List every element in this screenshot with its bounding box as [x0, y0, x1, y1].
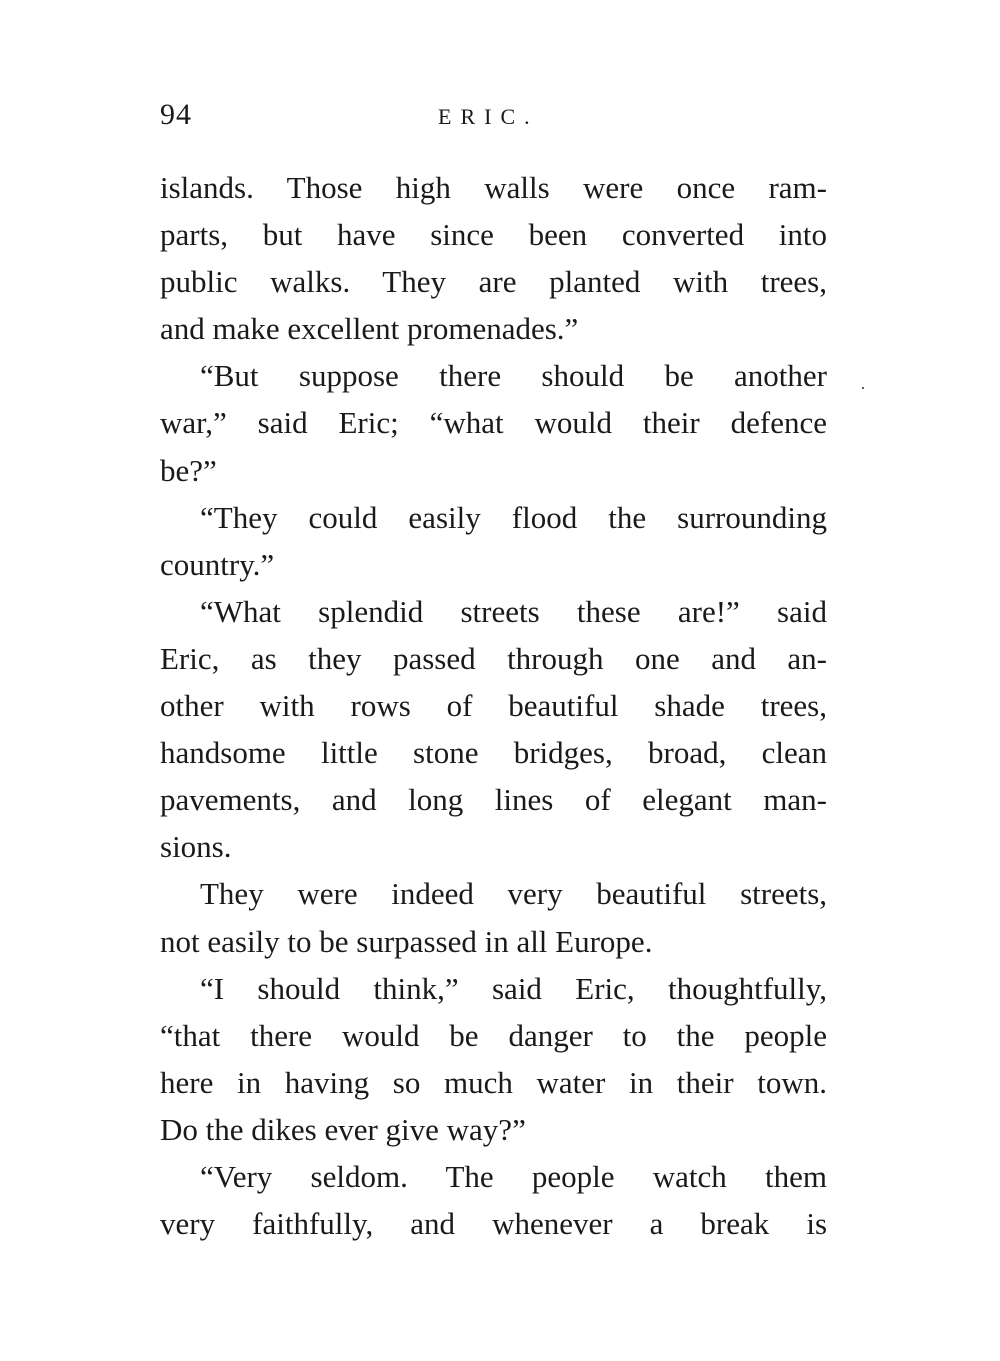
- text-line: handsome little stone bridges, broad, clean: [160, 735, 827, 771]
- text-line: here in having so much water in their town.: [160, 1064, 827, 1100]
- text-line: islands. Those high walls were once ram-: [160, 170, 827, 205]
- text-line: “I should think,” said Eric, thoughtfully,: [200, 970, 827, 1006]
- body-text: [160, 164, 827, 1247]
- text-line: “But suppose there should be another: [200, 358, 827, 394]
- text-line: country.”: [160, 546, 275, 582]
- text-line: Eric, as they passed through one and an-: [160, 640, 827, 676]
- text-line: “They could easily flood the surrounding: [200, 499, 827, 535]
- text-line: very faithfully, and whenever a break is: [160, 1206, 828, 1242]
- text-line: be?”: [160, 452, 217, 488]
- running-title: ERIC.: [438, 104, 539, 129]
- text-line: parts, but have since been converted into: [160, 217, 827, 253]
- text-line: sions.: [160, 829, 232, 865]
- text-line: public walks. They are planted with trees,: [160, 264, 828, 300]
- text-line: war,” said Eric; “what would their defence: [160, 405, 828, 441]
- page-number: 94: [160, 98, 192, 131]
- stray-mark: ·: [860, 378, 866, 398]
- running-head: [160, 98, 830, 138]
- text-line: not easily to be surpassed in all Europe.: [160, 923, 653, 959]
- text-line: Do the dikes ever give way?”: [160, 1111, 526, 1147]
- text-line: They were indeed very beautiful streets,: [200, 876, 828, 912]
- text-line: “Very seldom. The people watch them: [200, 1158, 828, 1194]
- text-line: and make excellent promenades.”: [160, 311, 579, 347]
- text-line: pavements, and long lines of elegant man-: [160, 782, 828, 818]
- text-line: “that there would be danger to the people: [160, 1017, 828, 1053]
- text-line: “What splendid streets these are!” said: [200, 593, 827, 629]
- text-line: other with rows of beautiful shade trees,: [160, 688, 827, 724]
